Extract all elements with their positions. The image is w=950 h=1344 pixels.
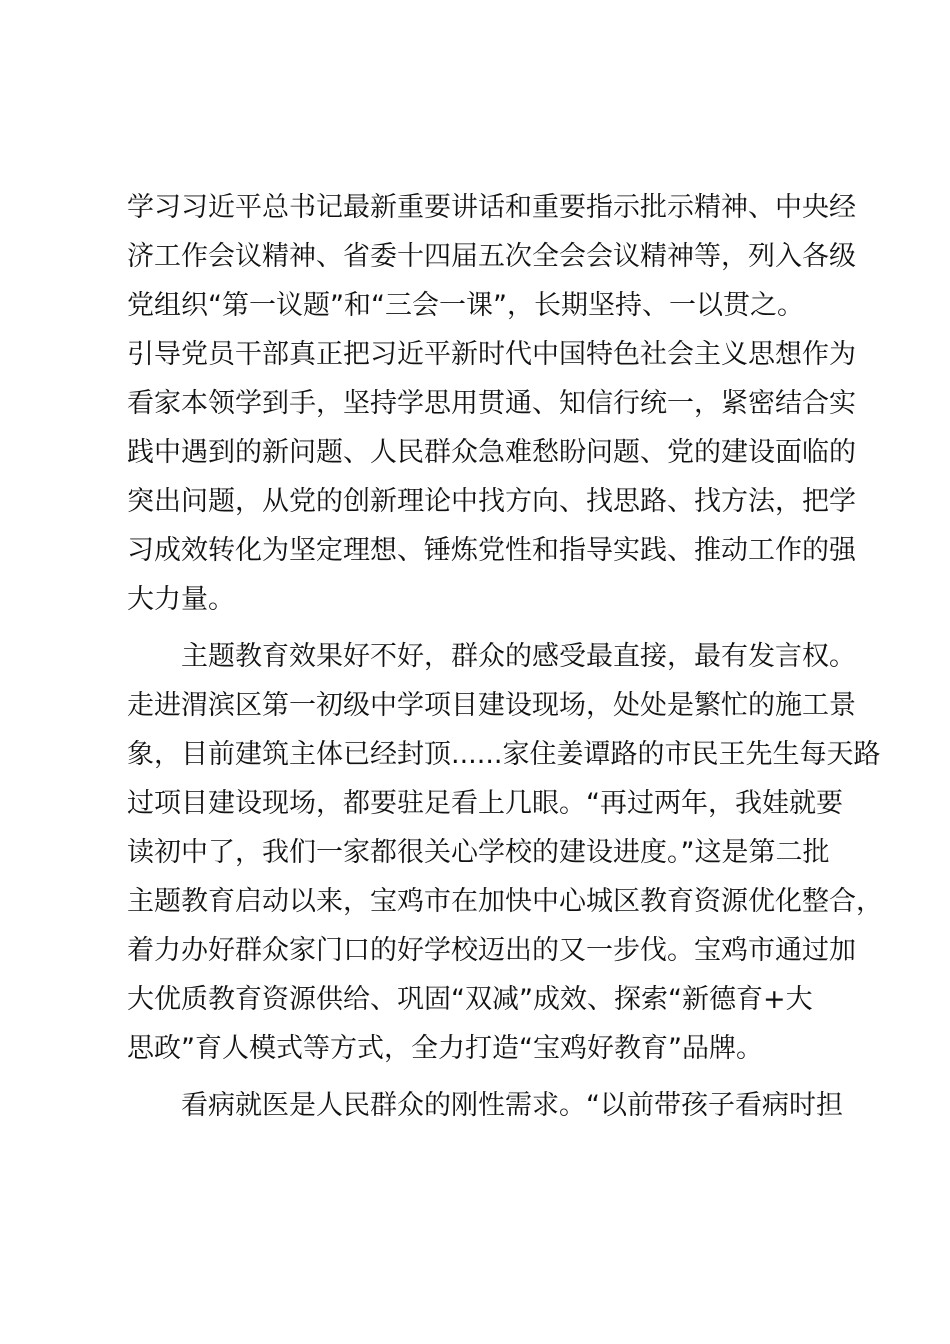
text-line: 突出问题，从党的创新理论中找方向、找思路、找方法，把学 [127, 486, 856, 517]
paragraph-3 [127, 1081, 843, 1130]
paragraph-1 [127, 183, 856, 624]
text-line: 看家本领学到手，坚持学思用贯通、知信行统一，紧密结合实 [127, 388, 856, 419]
text-line: 看病就医是人民群众的刚性需求。“以前带孩子看病时担 [127, 1090, 843, 1121]
text-line: 象，目前建筑主体已经封顶......家住姜谭路的市民王先生每天路 [127, 739, 881, 770]
text-line: 学习习近平总书记最新重要讲话和重要指示批示精神、中央经 [127, 192, 856, 223]
text-line: 走进渭滨区第一初级中学项目建设现场，处处是繁忙的施工景 [127, 690, 856, 721]
text-line: 读初中了，我们一家都很关心学校的建设进度。”这是第二批 [127, 837, 830, 868]
text-line: 习成效转化为坚定理想、锤炼党性和指导实践、推动工作的强 [127, 535, 856, 566]
text-line: 主题教育启动以来，宝鸡市在加快中心城区教育资源优化整合， [127, 886, 883, 917]
text-line: 过项目建设现场，都要驻足看上几眼。“再过两年，我娃就要 [127, 788, 843, 819]
text-line: 济工作会议精神、省委十四届五次全会会议精神等，列入各级 [127, 241, 856, 272]
text-line: 引导党员干部真正把习近平新时代中国特色社会主义思想作为 [127, 339, 856, 370]
text-line: 主题教育效果好不好，群众的感受最直接，最有发言权。 [127, 641, 856, 672]
text-line: 党组织“第一议题”和“三会一课”，长期坚持、一以贯之。 [127, 290, 804, 321]
text-line: 大力量。 [127, 584, 235, 615]
text-line: 践中遇到的新问题、人民群众急难愁盼问题、党的建设面临的 [127, 437, 856, 468]
text-line: 大优质教育资源供给、巩固“双减”成效、探索“新德育+大 [127, 984, 813, 1015]
text-line: 着力办好群众家门口的好学校迈出的又一步伐。宝鸡市通过加 [127, 935, 856, 966]
text-line: 思政”育人模式等方式，全力打造“宝鸡好教育”品牌。 [127, 1033, 763, 1064]
paragraph-2 [127, 632, 883, 1073]
document-body [127, 183, 883, 1130]
